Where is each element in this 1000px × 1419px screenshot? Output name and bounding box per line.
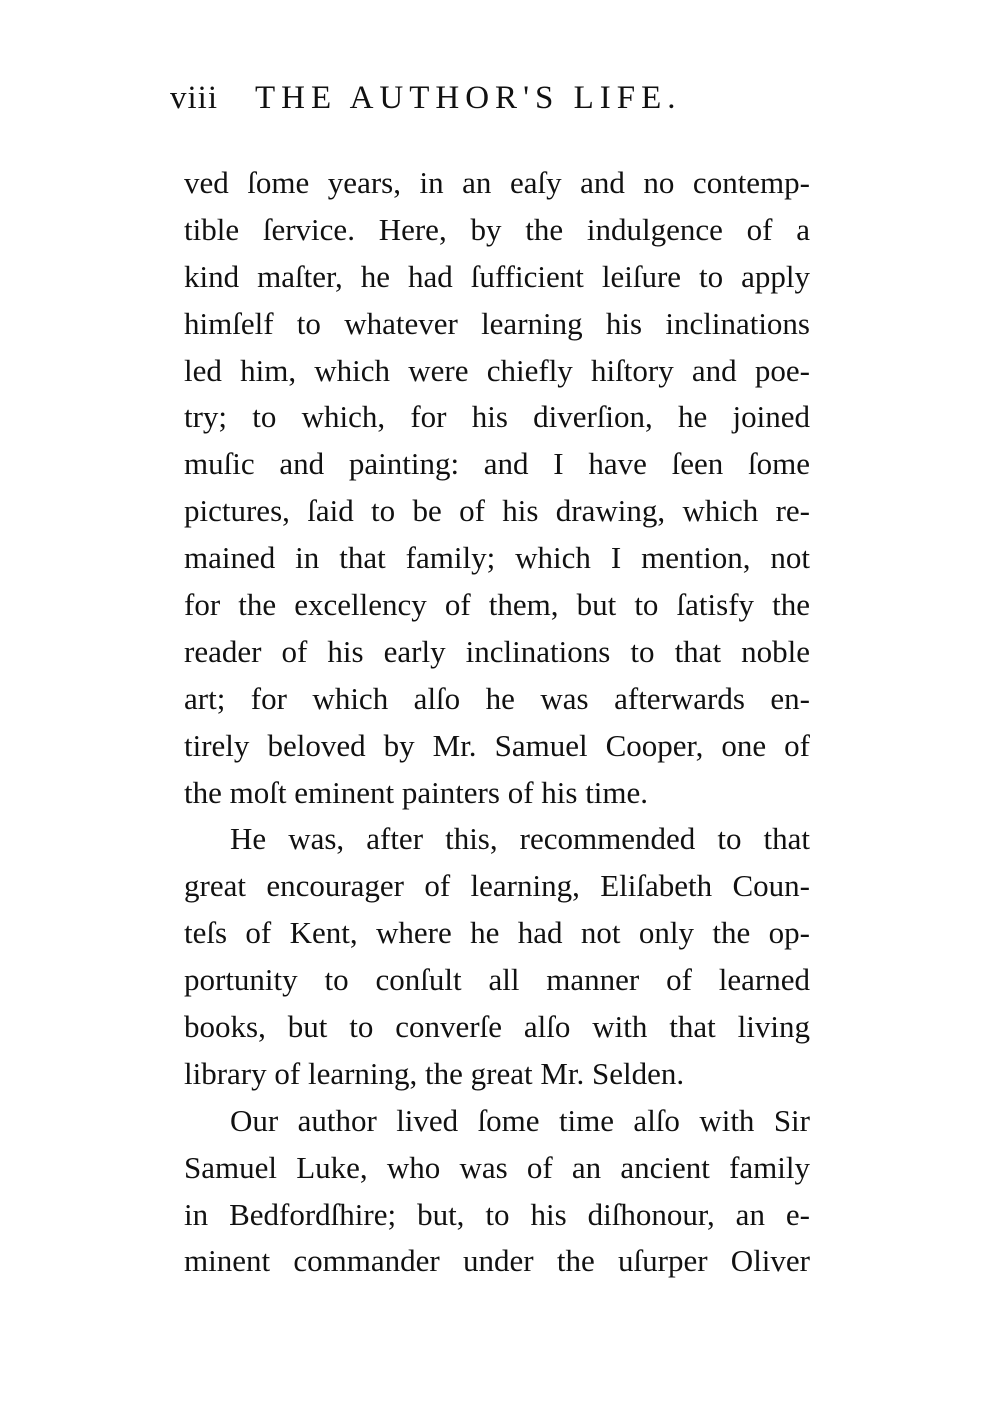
text-line: reader of his early inclinations to that noble [184, 633, 810, 669]
text-line: for the excellency of them, but to ſatisfy the [184, 587, 810, 623]
text-line: pictures, ſaid to be of his drawing, which re- [184, 493, 810, 529]
text-line: Samuel Luke, who was of an ancient family [184, 1149, 810, 1185]
text-line: the moſt eminent painters of his time. [184, 774, 649, 810]
text-line: muſic and painting: and I have ſeen ſome [184, 446, 810, 482]
text-line: Our author lived ſome time alſo with Sir [230, 1102, 810, 1138]
text-line: kind maſter, he had ſufficient leiſure to apply [184, 258, 810, 294]
text-line: library of learning, the great Mr. Selden. [184, 1055, 685, 1091]
paragraph-2 [184, 816, 810, 1097]
text-line: books, but to converſe alſo with that living [184, 1009, 810, 1045]
text-line: He was, after this, recommended to that [230, 821, 810, 857]
body-text [184, 160, 810, 1285]
text-line: ved ſome years, in an eaſy and no contemp- [184, 165, 810, 200]
text-line: great encourager of learning, Eliſabeth Coun- [184, 868, 810, 904]
text-line: in Bedfordſhire; but, to his diſhonour, an e- [184, 1196, 810, 1232]
page-number: viii [170, 80, 219, 116]
text-line: tirely beloved by Mr. Samuel Cooper, one of [184, 727, 810, 763]
text-line: portunity to conſult all manner of learned [184, 962, 810, 998]
text-line: try; to which, for his diverſion, he joined [184, 399, 810, 435]
text-line: teſs of Kent, where he had not only the op- [184, 915, 810, 951]
text-line: tible ſervice. Here, by the indulgence of a [184, 211, 810, 247]
running-head [170, 80, 820, 130]
text-line: mained in that family; which I mention, not [184, 540, 810, 576]
text-line: art; for which alſo he was afterwards en- [184, 680, 810, 716]
text-line: himſelf to whatever learning his inclinations [184, 305, 810, 341]
running-title: THE AUTHOR'S LIFE. [255, 80, 682, 116]
paragraph-1 [184, 160, 810, 816]
text-line: led him, which were chiefly hiſtory and poe- [184, 352, 810, 388]
paragraph-3 [184, 1098, 810, 1286]
text-line: minent commander under the uſurper Oliver [184, 1243, 810, 1279]
